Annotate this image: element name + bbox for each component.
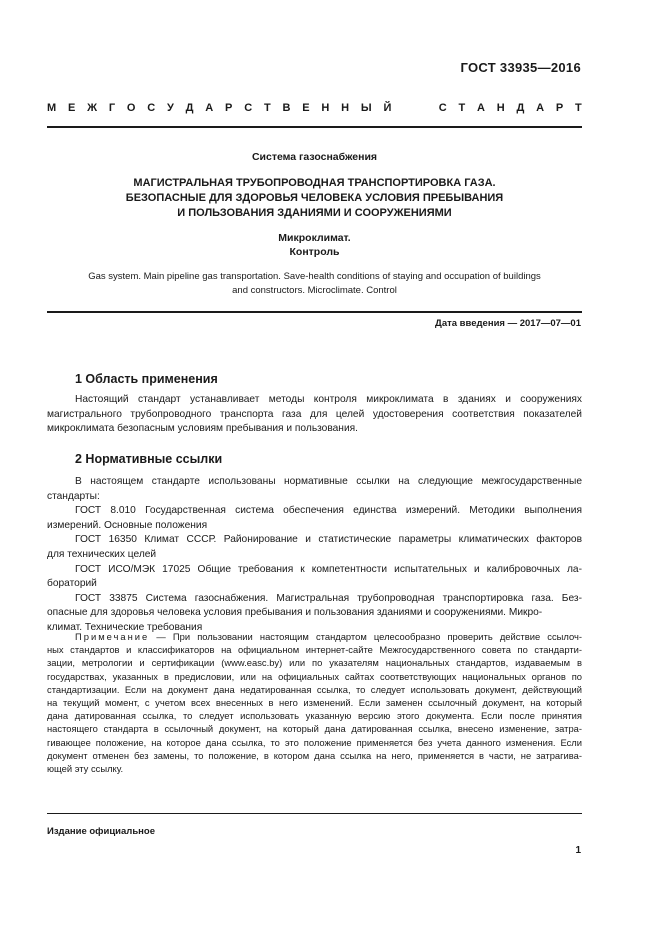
text-line: опасные для здоровья человека условия пребывания и пользования зданиями и сооружениями. Микро- bbox=[47, 607, 543, 619]
introduction-date: Дата введения — 2017—07—01 bbox=[435, 318, 581, 329]
section-2-text bbox=[47, 475, 582, 636]
note-first-line bbox=[47, 630, 582, 643]
subtitle-line: Контроль bbox=[289, 246, 340, 258]
interstate-letter: В bbox=[282, 102, 291, 114]
interstate-letter: Р bbox=[555, 102, 564, 114]
section-2-heading: 2 Нормативные ссылки bbox=[75, 452, 223, 466]
title-rule bbox=[47, 311, 582, 313]
interstate-letter: Н bbox=[341, 102, 350, 114]
note-label: Примечание bbox=[75, 631, 150, 642]
title-line: МАГИСТРАЛЬНАЯ ТРУБОПРОВОДНАЯ ТРАНСПОРТИРОВКА ГАЗА. bbox=[133, 177, 496, 189]
document-title bbox=[47, 176, 582, 221]
document-code: ГОСТ 33935—2016 bbox=[460, 60, 581, 75]
title-line: И ПОЛЬЗОВАНИЯ ЗДАНИЯМИ И СООРУЖЕНИЯМИ bbox=[177, 207, 452, 219]
text-line: измерений. Основные положения bbox=[47, 519, 208, 531]
note-line: документ отменен без замены, то положение, в котором дана ссылка на него, применяется в части, не затрагива- bbox=[47, 749, 582, 761]
note-block bbox=[47, 630, 582, 775]
english-title bbox=[47, 270, 582, 297]
note-first-line-text: — При пользовании настоящим стандартом целесообразно проверить действие ссылоч- bbox=[149, 631, 582, 642]
interstate-letter: С bbox=[438, 102, 447, 114]
text-line: ГОСТ 8.010 Государственная система обеспечения единства измерений. Методики выполнения bbox=[75, 505, 582, 517]
interstate-letter: Д bbox=[185, 102, 194, 114]
interstate-letter: А bbox=[536, 102, 545, 114]
interstate-letter: О bbox=[126, 102, 136, 114]
note-line: ющей эту ссылку. bbox=[47, 763, 124, 775]
interstate-letter: Н bbox=[496, 102, 505, 114]
interstate-letter: Г bbox=[108, 102, 116, 114]
text-line: стандарты: bbox=[47, 490, 100, 502]
interstate-letter: Н bbox=[321, 102, 330, 114]
interstate-letter: С bbox=[147, 102, 156, 114]
interstate-letter: Т bbox=[263, 102, 271, 114]
page-number: 1 bbox=[575, 845, 581, 856]
interstate-letter: А bbox=[205, 102, 214, 114]
interstate-letter: Ы bbox=[360, 102, 372, 114]
subtitle-line: Микроклимат. bbox=[278, 232, 351, 244]
note-line: ных стандартов и классификаторов на официальном интернет-сайте Межгосударственного совета по стандарти- bbox=[47, 644, 582, 656]
text-line: магистрального трубопроводного транспорта газа для целей удостоверения соответствия показателей bbox=[47, 408, 582, 420]
text-line: климат. Технические требования bbox=[47, 621, 203, 633]
interstate-letter: Т bbox=[575, 102, 582, 114]
text-line: ГОСТ ИСО/МЭК 17025 Общие требования к компетентности испытательных и калибровочных ла- bbox=[75, 563, 582, 575]
interstate-letter bbox=[403, 102, 409, 114]
document-subtitle bbox=[47, 231, 582, 259]
interstate-letter: Й bbox=[383, 102, 392, 114]
section-1-text bbox=[47, 393, 582, 437]
note-line: на текущий момент, с учетом всех внесенных в него изменений. Если заменен ссылочный документ, на который bbox=[47, 697, 582, 709]
text-line: В настоящем стандарте использованы нормативные ссылки на следующие межгосударственные bbox=[75, 476, 582, 487]
footer-rule bbox=[47, 813, 582, 814]
interstate-standard-heading bbox=[47, 102, 582, 114]
note-line: гивающее положение, на которое дана ссылка, то это положение применяется без учета данного изменения. Если bbox=[47, 736, 582, 748]
system-name: Система газоснабжения bbox=[251, 151, 378, 163]
interstate-letter: Т bbox=[458, 102, 466, 114]
text-line: бораторий bbox=[47, 578, 97, 590]
interstate-letter: М bbox=[47, 102, 57, 114]
interstate-letter: Р bbox=[225, 102, 233, 114]
text-line: Настоящий стандарт устанавливает методы контроля микроклимата в зданиях и сооружениях bbox=[75, 394, 582, 405]
text-line: ГОСТ 33875 Система газоснабжения. Магистральная трубопроводная транспортировка газа. Без- bbox=[75, 592, 582, 604]
interstate-letter: Е bbox=[67, 102, 76, 114]
interstate-letter: Ж bbox=[87, 102, 98, 114]
text-line: ГОСТ 16350 Климат СССР. Районирование и статистические параметры климатических факторов bbox=[75, 534, 582, 546]
text-line: для технических целей bbox=[47, 548, 157, 560]
interstate-letter: У bbox=[167, 102, 174, 114]
text-line: микроклимата безопасным условиям пребывания и пользования. bbox=[47, 423, 358, 435]
official-edition-label: Издание официальное bbox=[47, 826, 155, 837]
interstate-letter: Е bbox=[302, 102, 310, 114]
title-line: БЕЗОПАСНЫЕ ДЛЯ ЗДОРОВЬЯ ЧЕЛОВЕКА УСЛОВИЯ ПРЕБЫВАНИЯ bbox=[125, 192, 504, 204]
english-title-line: Gas system. Main pipeline gas transportation. Save-health conditions of staying and occupation of buildings bbox=[88, 271, 541, 282]
note-line: зации, метрологии и сертификации (www.easc.by) или по указателям национальных стандартов, издаваемым в bbox=[47, 657, 582, 669]
interstate-letter bbox=[421, 102, 427, 114]
note-line: настоящего стандарта в ссылочный документ, на который дана датированная ссылка, внесено изменение, затра- bbox=[47, 723, 582, 735]
section-1-heading: 1 Область применения bbox=[75, 372, 218, 386]
interstate-letter: Д bbox=[516, 102, 525, 114]
note-line: государствах, указанных в предисловии, или на официальных сайтах соответствующих национальных органов по bbox=[47, 670, 582, 682]
interstate-letter: С bbox=[244, 102, 253, 114]
english-title-line: and constructors. Microclimate. Control bbox=[232, 284, 397, 296]
note-line: стандартизации. Если на документ дана недатированная ссылка, то следует использовать документ, действующий bbox=[47, 683, 582, 695]
top-rule bbox=[47, 126, 582, 128]
note-line: дана датированная ссылка, то следует использовать указанную версию этого документа. Если после принятия bbox=[47, 710, 582, 722]
interstate-letter: А bbox=[477, 102, 485, 114]
